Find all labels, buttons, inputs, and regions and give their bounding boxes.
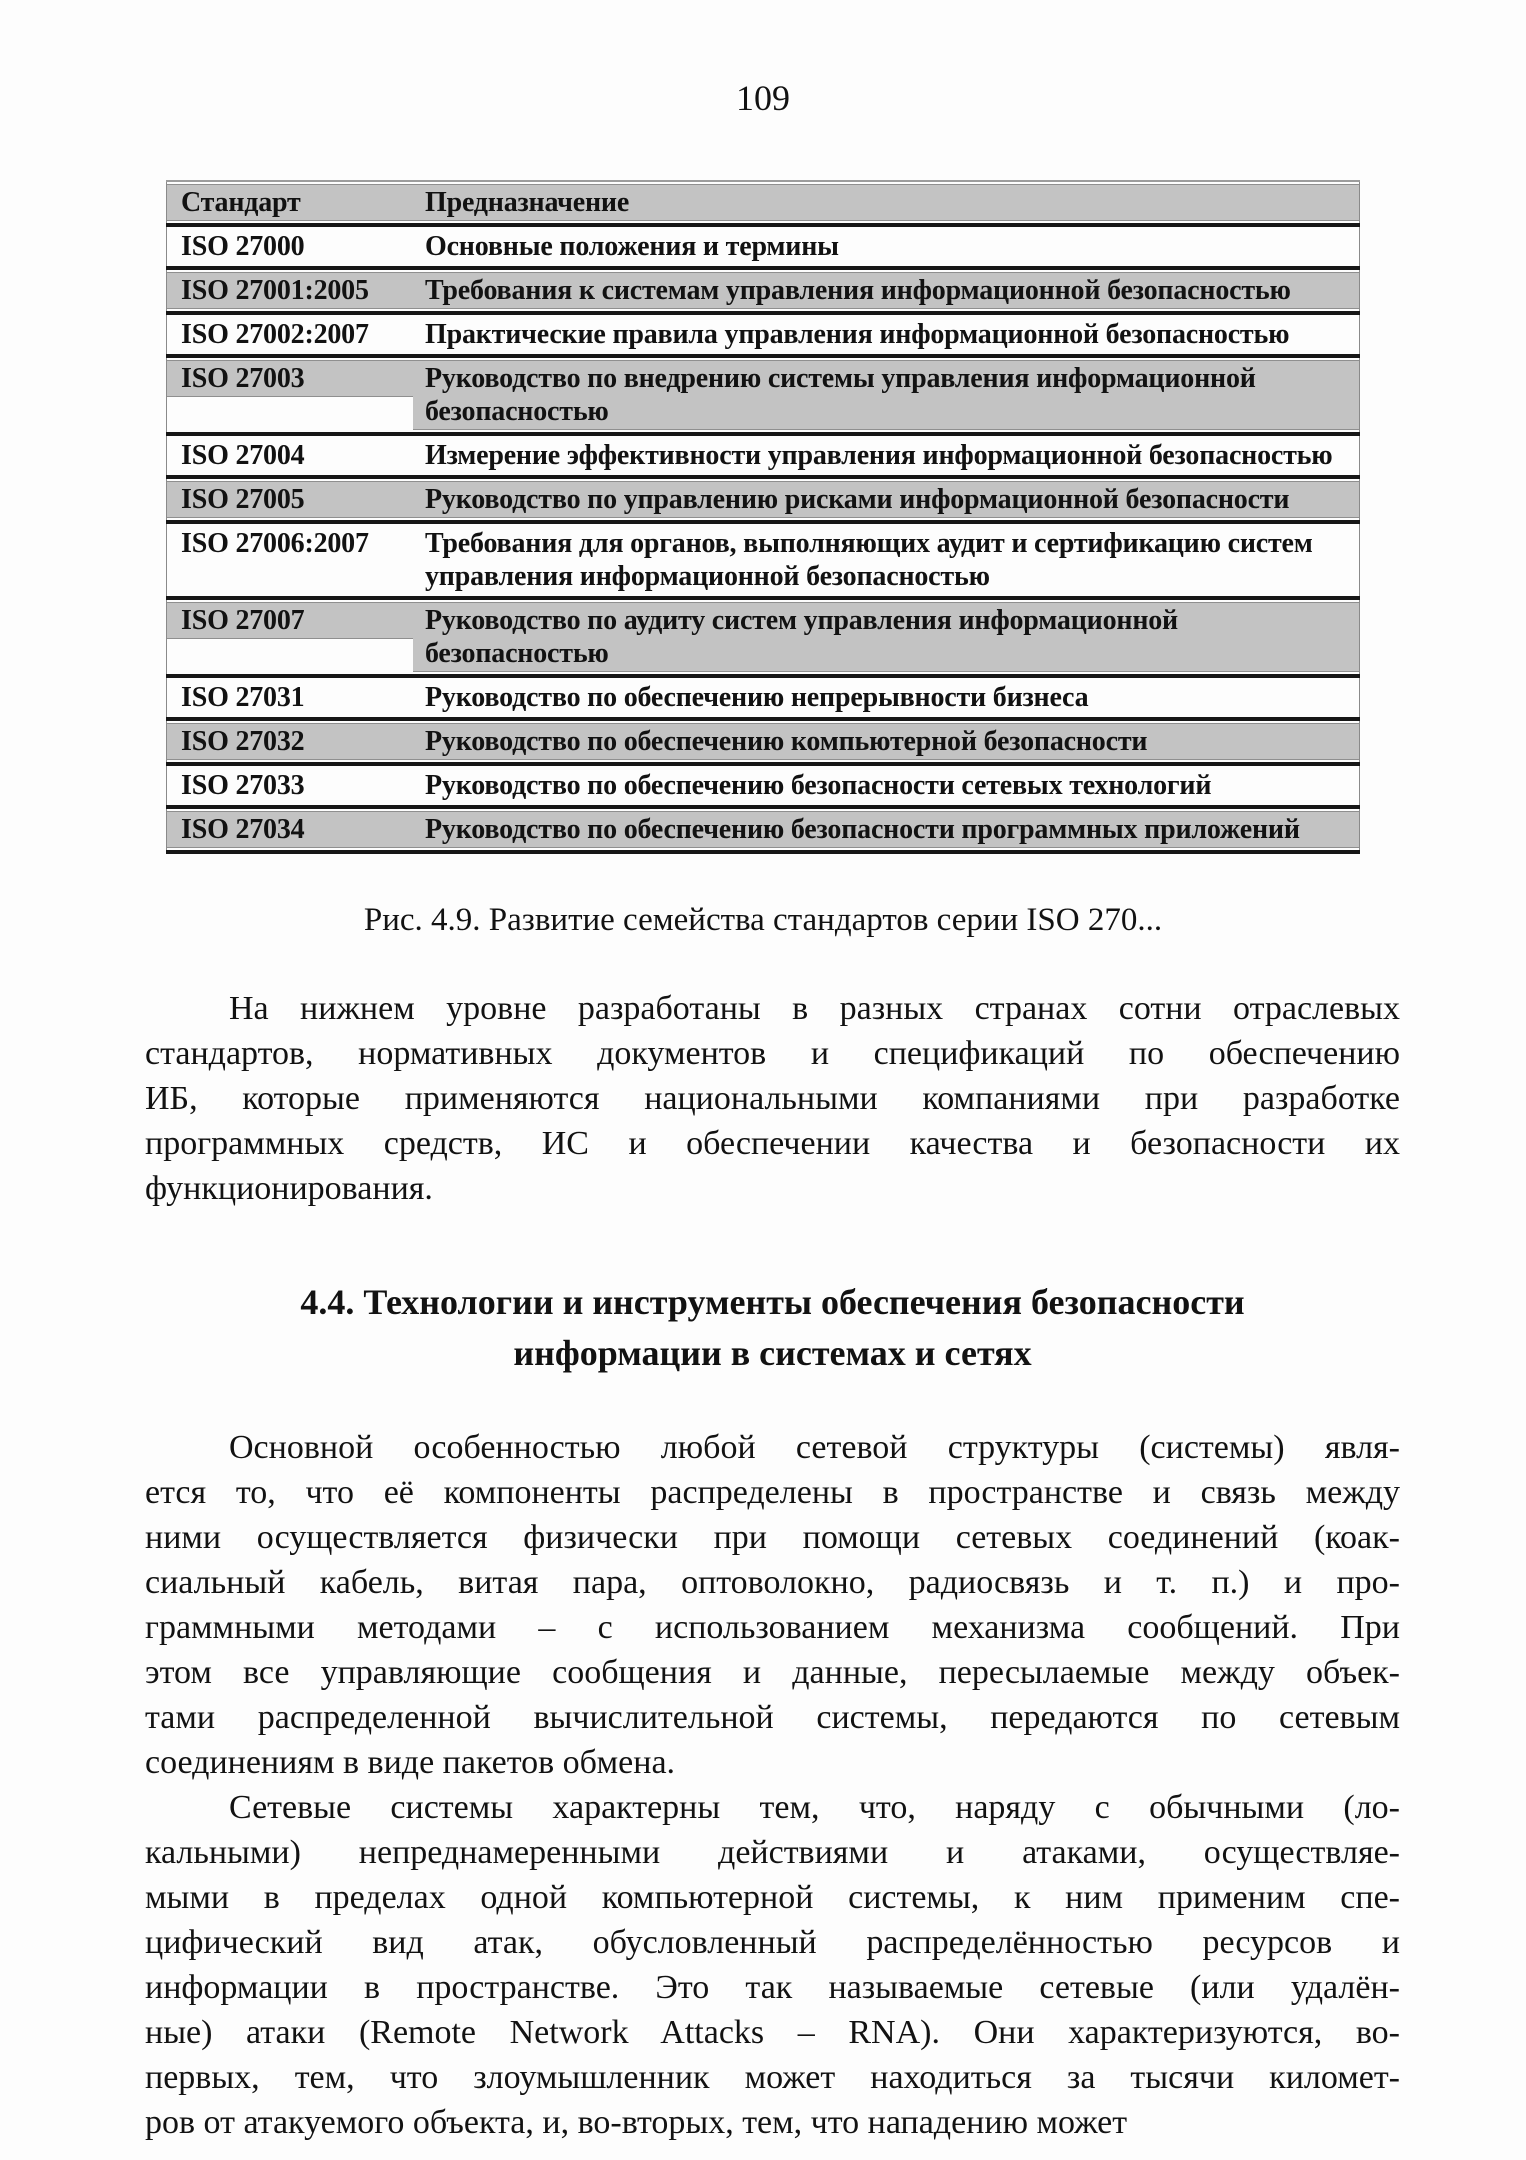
purpose-cell-text: Руководство по обеспечению непрерывности бизнеса <box>425 682 1089 713</box>
text-line: этом все управляющие сообщения и данные, пересылаемые между объек- <box>145 1654 1400 1691</box>
purpose-cell-text: Руководство по обеспечению компьютерной безопасности <box>425 726 1148 757</box>
standard-cell <box>167 522 414 598</box>
figure-caption: Рис. 4.9. Развитие семейства стандартов серии ISO 270... <box>363 902 1163 938</box>
purpose-cell <box>413 356 1360 434</box>
standard-cell <box>167 268 414 313</box>
purpose-cell-text: Руководство по аудиту систем управления информационной безопасностью <box>425 605 1178 669</box>
text-line: программных средств, ИС и обеспечении качества и безопасности их <box>145 1125 1400 1162</box>
text-line: ется то, что её компоненты распределены в пространстве и связь между <box>145 1474 1400 1511</box>
table-row <box>167 434 1360 477</box>
purpose-cell-text: Практические правила управления информационной безопасностью <box>425 319 1290 350</box>
text-line: сиальный кабель, витая пара, оптоволокно, радиосвязь и т. п.) и про- <box>145 1564 1400 1601</box>
text-line: Сетевые системы характерны тем, что, наряду с обычными (ло- <box>229 1789 1400 1826</box>
purpose-cell <box>413 598 1360 676</box>
purpose-cell <box>413 719 1360 764</box>
standard-cell-text: ISO 27001:2005 <box>181 275 369 306</box>
table-header-row <box>167 181 1360 225</box>
purpose-cell-text: Руководство по обеспечению безопасности сетевых технологий <box>425 770 1212 801</box>
standard-cell-text: ISO 27033 <box>181 770 305 801</box>
table-row <box>167 522 1360 598</box>
standard-cell <box>167 676 414 719</box>
standard-cell-text: ISO 27000 <box>181 231 305 262</box>
standard-cell-text: ISO 27031 <box>181 682 305 713</box>
purpose-cell <box>413 676 1360 719</box>
table-row <box>167 598 1360 676</box>
column-header-purpose <box>413 181 1360 225</box>
table-row <box>167 764 1360 807</box>
text-line: первых, тем, что злоумышленник может находиться за тысячи километ- <box>145 2059 1400 2096</box>
standard-cell <box>167 356 414 434</box>
purpose-cell <box>413 477 1360 522</box>
purpose-cell-text: Основные положения и термины <box>425 231 839 262</box>
purpose-cell-text: Требования для органов, выполняющих аудит и сертификацию систем управления информационной безопасностью <box>425 528 1313 592</box>
standard-cell-text: ISO 27032 <box>181 726 305 757</box>
standard-cell-text: ISO 27034 <box>181 814 305 845</box>
paragraph-iso-lower-level <box>145 986 1400 1211</box>
purpose-cell <box>413 807 1360 852</box>
standard-cell-text: ISO 27003 <box>181 363 305 394</box>
standard-cell <box>167 313 414 356</box>
purpose-cell <box>413 522 1360 598</box>
standard-cell <box>167 477 414 522</box>
standard-cell-text: ISO 27007 <box>181 605 305 636</box>
section-heading-line2: информации в системах и сетях <box>513 1333 1032 1373</box>
purpose-cell-text: Руководство по управлению рисками информационной безопасности <box>425 484 1290 515</box>
text-line: ные) атаки (Remote Network Attacks – RNA). Они характеризуются, во- <box>145 2014 1400 2051</box>
text-line: информации в пространстве. Это так называемые сетевые (или удалён- <box>145 1969 1400 2006</box>
table-row <box>167 356 1360 434</box>
purpose-cell-text: Измерение эффективности управления информационной безопасностью <box>425 440 1333 471</box>
text-line: ров от атакуемого объекта, и, во-вторых, тем, что нападению может <box>145 2104 1128 2141</box>
text-line: мыми в пределах одной компьютерной системы, к ним применим спе- <box>145 1879 1400 1916</box>
text-line: стандартов, нормативных документов и спецификаций по обеспечению <box>145 1035 1400 1072</box>
column-header-standard <box>167 181 414 225</box>
text-line: кальными) непреднамеренными действиями и атаками, осуществляе- <box>145 1834 1400 1871</box>
text-line: функционирования. <box>145 1170 433 1207</box>
text-line: тами распределенной вычислительной системы, передаются по сетевым <box>145 1699 1400 1736</box>
standard-cell <box>167 807 414 852</box>
table-row <box>167 719 1360 764</box>
standard-cell <box>167 225 414 268</box>
section-heading-line1: 4.4. Технологии и инструменты обеспечения безопасности <box>300 1282 1245 1322</box>
iso-standards-table <box>166 180 1360 854</box>
table-row <box>167 676 1360 719</box>
section-heading <box>145 1277 1400 1379</box>
standard-cell <box>167 598 414 676</box>
standard-cell-text: ISO 27002:2007 <box>181 319 369 350</box>
text-line: На нижнем уровне разработаны в разных странах сотни отраслевых <box>229 990 1400 1027</box>
column-header-purpose-label: Предназначение <box>425 187 630 218</box>
table-row <box>167 268 1360 313</box>
standard-cell-text: ISO 27005 <box>181 484 305 515</box>
purpose-cell <box>413 434 1360 477</box>
paragraph-network-attacks <box>145 1785 1400 2145</box>
text-line: Основной особенностью любой сетевой структуры (системы) явля- <box>229 1429 1400 1466</box>
standard-cell <box>167 764 414 807</box>
standard-cell <box>167 434 414 477</box>
text-line: ИБ, которые применяются национальными компаниями при разработке <box>145 1080 1400 1117</box>
purpose-cell-text: Руководство по обеспечению безопасности программных приложений <box>425 814 1300 845</box>
standard-cell-text: ISO 27006:2007 <box>181 528 369 559</box>
standard-cell-text: ISO 27004 <box>181 440 305 471</box>
paragraph-network-structure <box>145 1425 1400 1785</box>
table-row <box>167 225 1360 268</box>
text-line: ними осуществляется физически при помощи сетевых соединений (коак- <box>145 1519 1400 1556</box>
purpose-cell <box>413 225 1360 268</box>
text-line: граммными методами – с использованием механизма сообщений. При <box>145 1609 1400 1646</box>
table-row <box>167 807 1360 852</box>
table-row <box>167 313 1360 356</box>
table-row <box>167 477 1360 522</box>
text-line: соединениям в виде пакетов обмена. <box>145 1744 676 1781</box>
purpose-cell-text: Требования к системам управления информационной безопасностью <box>425 275 1291 306</box>
page-number: 109 <box>736 78 790 118</box>
purpose-cell <box>413 268 1360 313</box>
purpose-cell <box>413 764 1360 807</box>
purpose-cell-text: Руководство по внедрению системы управления информационной безопасностью <box>425 363 1256 427</box>
text-line: цифический вид атак, обусловленный распределённостью ресурсов и <box>145 1924 1400 1961</box>
standard-cell <box>167 719 414 764</box>
purpose-cell <box>413 313 1360 356</box>
column-header-standard-label: Стандарт <box>181 187 301 218</box>
